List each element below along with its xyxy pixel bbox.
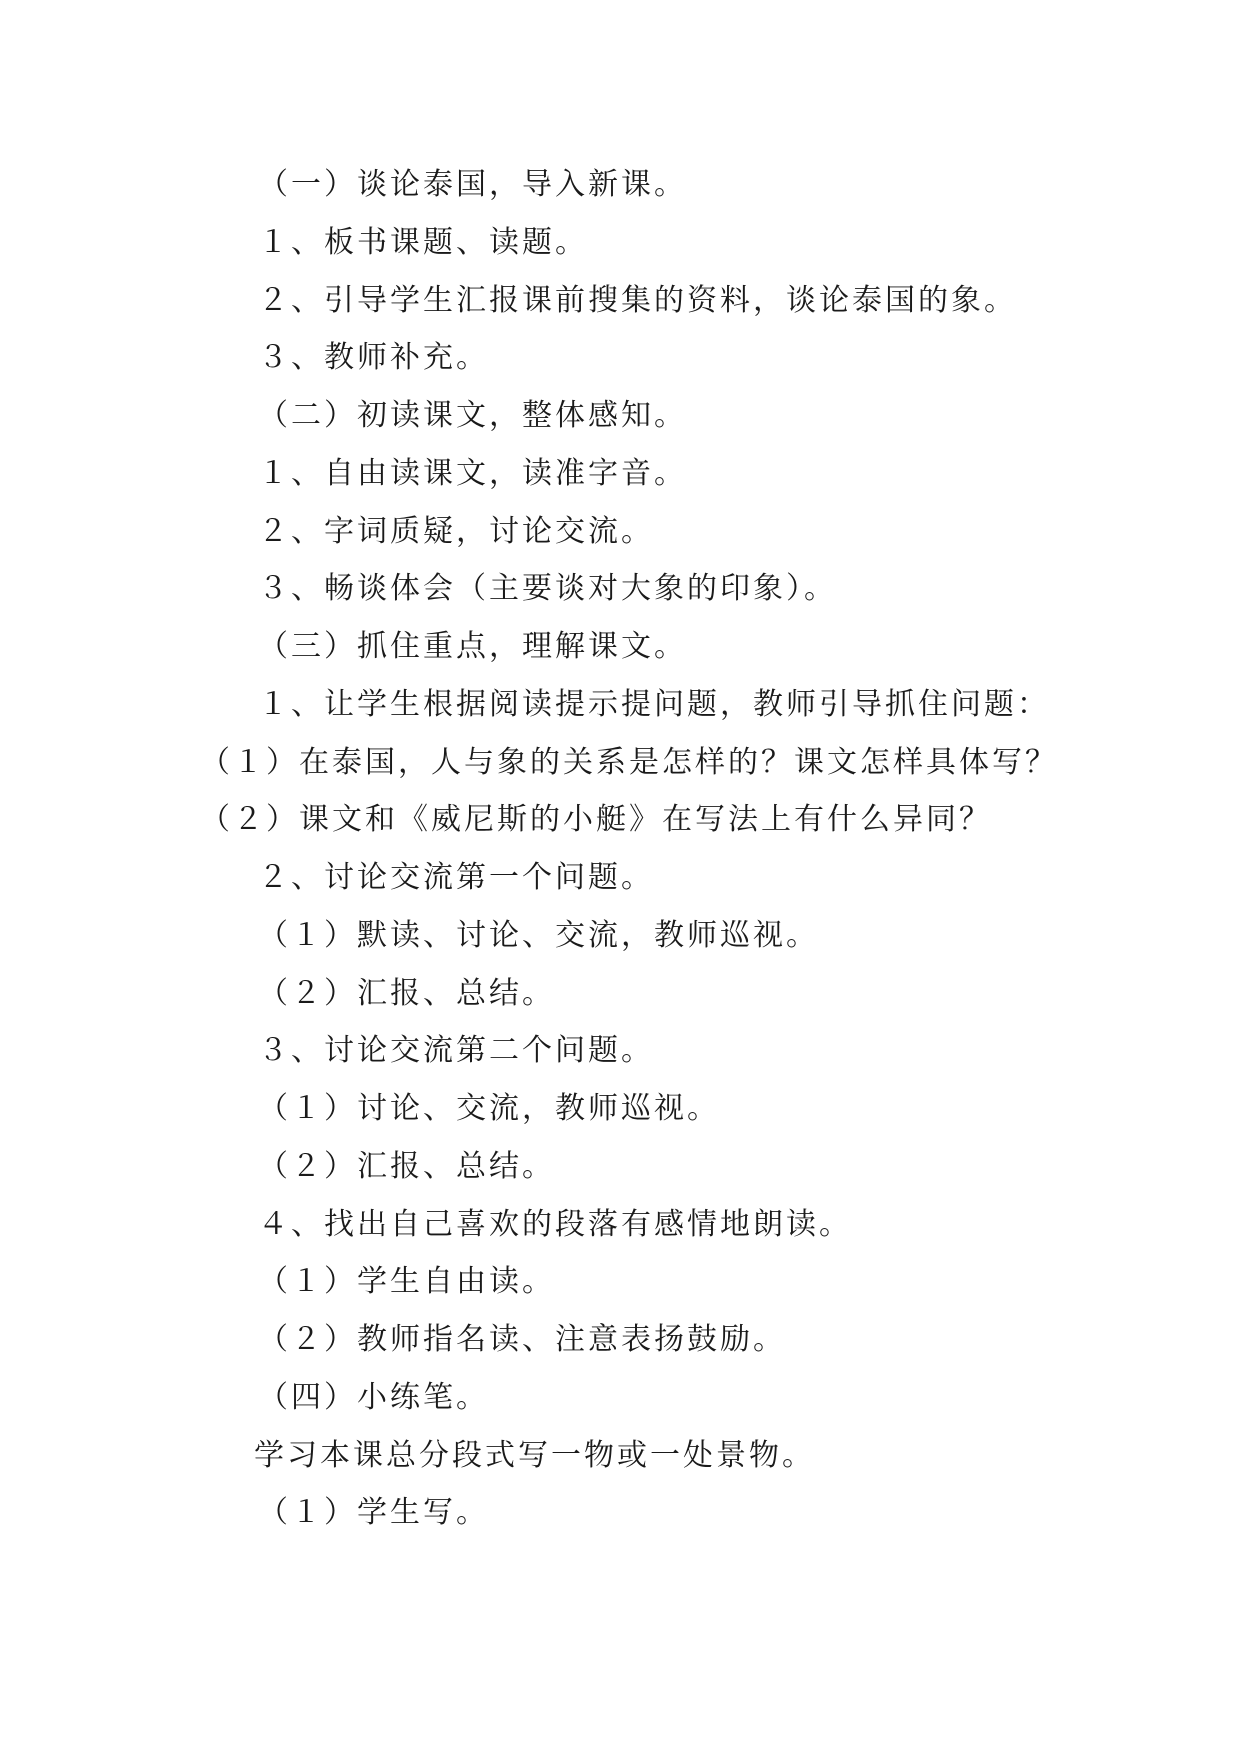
section-heading-4: （四）小练笔。	[258, 1380, 489, 1415]
question-line: （１）在泰国，人与象的关系是怎样的？课文怎样具体写？	[200, 745, 1058, 780]
sub-step-line: （１）默读、讨论、交流，教师巡视。	[258, 918, 819, 953]
step-line: ３、畅谈体会（主要谈对大象的印象）。	[258, 571, 837, 606]
section-heading-2: （二）初读课文，整体感知。	[258, 398, 687, 433]
sub-step-line: （２）汇报、总结。	[258, 976, 555, 1011]
paragraph-line: 学习本课总分段式写一物或一处景物。	[254, 1438, 815, 1473]
sub-step-line: （１）学生写。	[258, 1495, 489, 1530]
step-line: ３、教师补充。	[258, 340, 489, 375]
step-line: ３、讨论交流第二个问题。	[258, 1033, 654, 1068]
section-heading-1: （一）谈论泰国，导入新课。	[258, 167, 687, 202]
sub-step-line: （２）教师指名读、注意表扬鼓励。	[258, 1322, 786, 1357]
step-line: １、板书课题、读题。	[258, 225, 588, 260]
sub-step-line: （１）讨论、交流，教师巡视。	[258, 1091, 720, 1126]
step-line: ４、找出自己喜欢的段落有感情地朗读。	[258, 1207, 852, 1242]
step-line: １、自由读课文，读准字音。	[258, 456, 687, 491]
sub-step-line: （２）汇报、总结。	[258, 1149, 555, 1184]
step-line: ２、字词质疑，讨论交流。	[258, 514, 654, 549]
step-line: ２、引导学生汇报课前搜集的资料，谈论泰国的象。	[258, 283, 1017, 318]
question-line: （２）课文和《威尼斯的小艇》在写法上有什么异同？	[200, 802, 992, 837]
sub-step-line: （１）学生自由读。	[258, 1264, 555, 1299]
step-line: ２、讨论交流第一个问题。	[258, 860, 654, 895]
step-line: １、让学生根据阅读提示提问题，教师引导抓住问题：	[258, 687, 1050, 722]
section-heading-3: （三）抓住重点，理解课文。	[258, 629, 687, 664]
